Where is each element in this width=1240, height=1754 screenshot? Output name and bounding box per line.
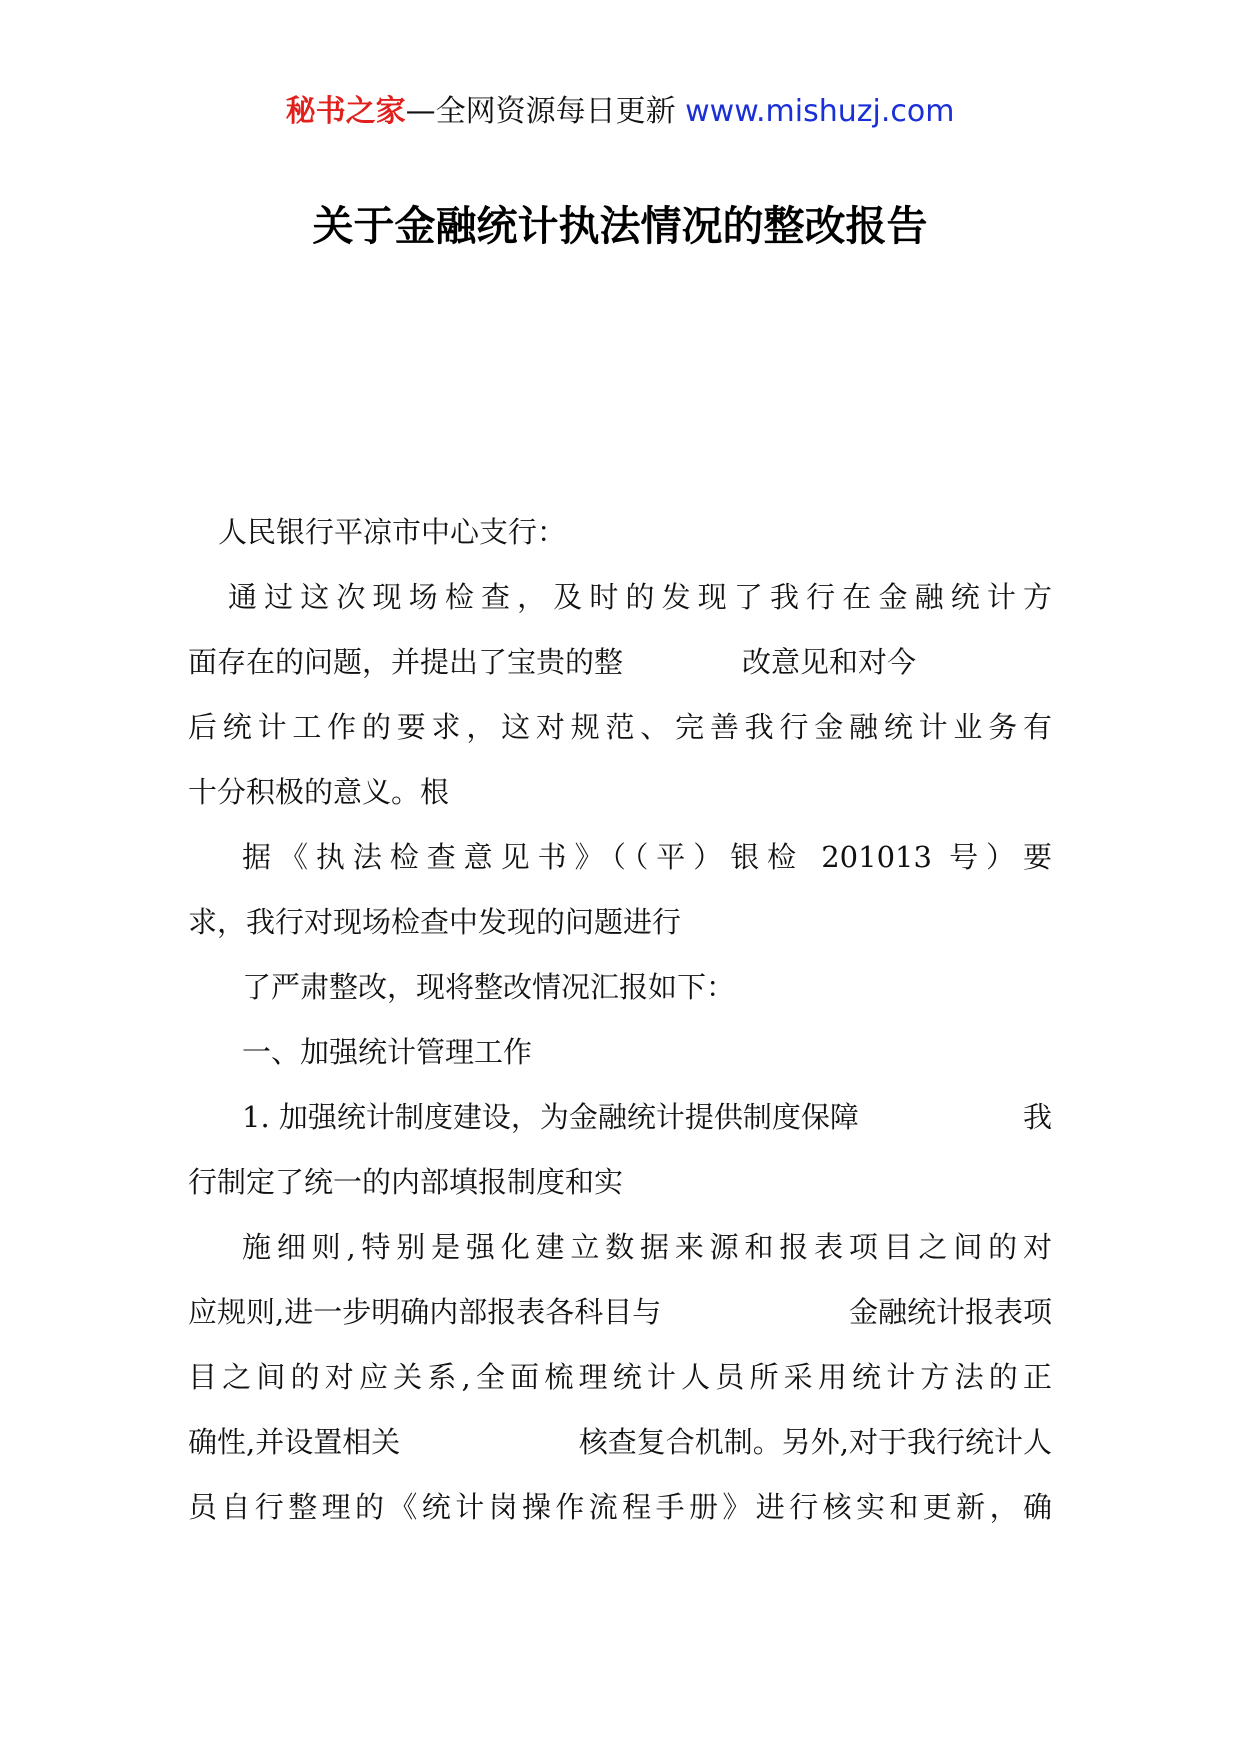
paragraph-line: 了严肃整改，现将整改情况汇报如下： (242, 970, 736, 1004)
paragraph-line: 施细则,特别是强化建立数据来源和报表项目之间的对 (242, 1230, 1052, 1264)
salutation: 人民银行平凉市中心支行： (218, 515, 567, 549)
paragraph-line: 通过这次现场检查，及时的发现了我行在金融统计方 (228, 580, 1052, 614)
site-header (0, 92, 1240, 132)
paragraph-line: 求，我行对现场检查中发现的问题进行 (188, 905, 682, 939)
site-url[interactable]: www.mishuzj.com (685, 94, 955, 129)
header-slogan: —全网资源每日更新 (405, 94, 686, 129)
paragraph-line: 目之间的对应关系,全面梳理统计人员所采用统计方法的正 (188, 1360, 1052, 1394)
paragraph-line: 后统计工作的要求，这对规范、完善我行金融统计业务有 (188, 710, 1052, 744)
section-heading: 一、加强统计管理工作 (242, 1035, 533, 1069)
document-title: 关于金融统计执法情况的整改报告 (312, 202, 928, 250)
paragraph-line (188, 1280, 1052, 1345)
paragraph-line: 十分积极的意义。根 (188, 775, 450, 809)
paragraph-line: 员自行整理的《统计岗操作流程手册》进行核实和更新，确 (188, 1490, 1052, 1524)
paragraph-line (188, 630, 1052, 695)
paragraph-line: 行制定了统一的内部填报制度和实 (188, 1165, 624, 1199)
text-segment: 金融统计报表项 (848, 1295, 1052, 1329)
text-segment: 面存在的问题，并提出了宝贵的整 (188, 645, 624, 679)
text-segment: 改意见和对今 (742, 645, 917, 679)
document-body (188, 500, 1052, 1540)
brand-name: 秘书之家 (285, 94, 406, 129)
text-segment: 核查复合机制。另外,对于我行统计人 (578, 1425, 1052, 1459)
text-segment: 1. 加强统计制度建设，为金融统计提供制度保障 (242, 1100, 859, 1134)
item-heading (188, 1085, 1052, 1150)
paragraph-line: 据《执法检查意见书》（（平）银检 201013 号）要 (242, 840, 1052, 874)
text-segment: 我 (1022, 1100, 1052, 1134)
text-segment: 应规则,进一步明确内部报表各科目与 (188, 1295, 662, 1329)
text-segment: 确性,并设置相关 (188, 1425, 401, 1459)
paragraph-line (188, 1410, 1052, 1475)
